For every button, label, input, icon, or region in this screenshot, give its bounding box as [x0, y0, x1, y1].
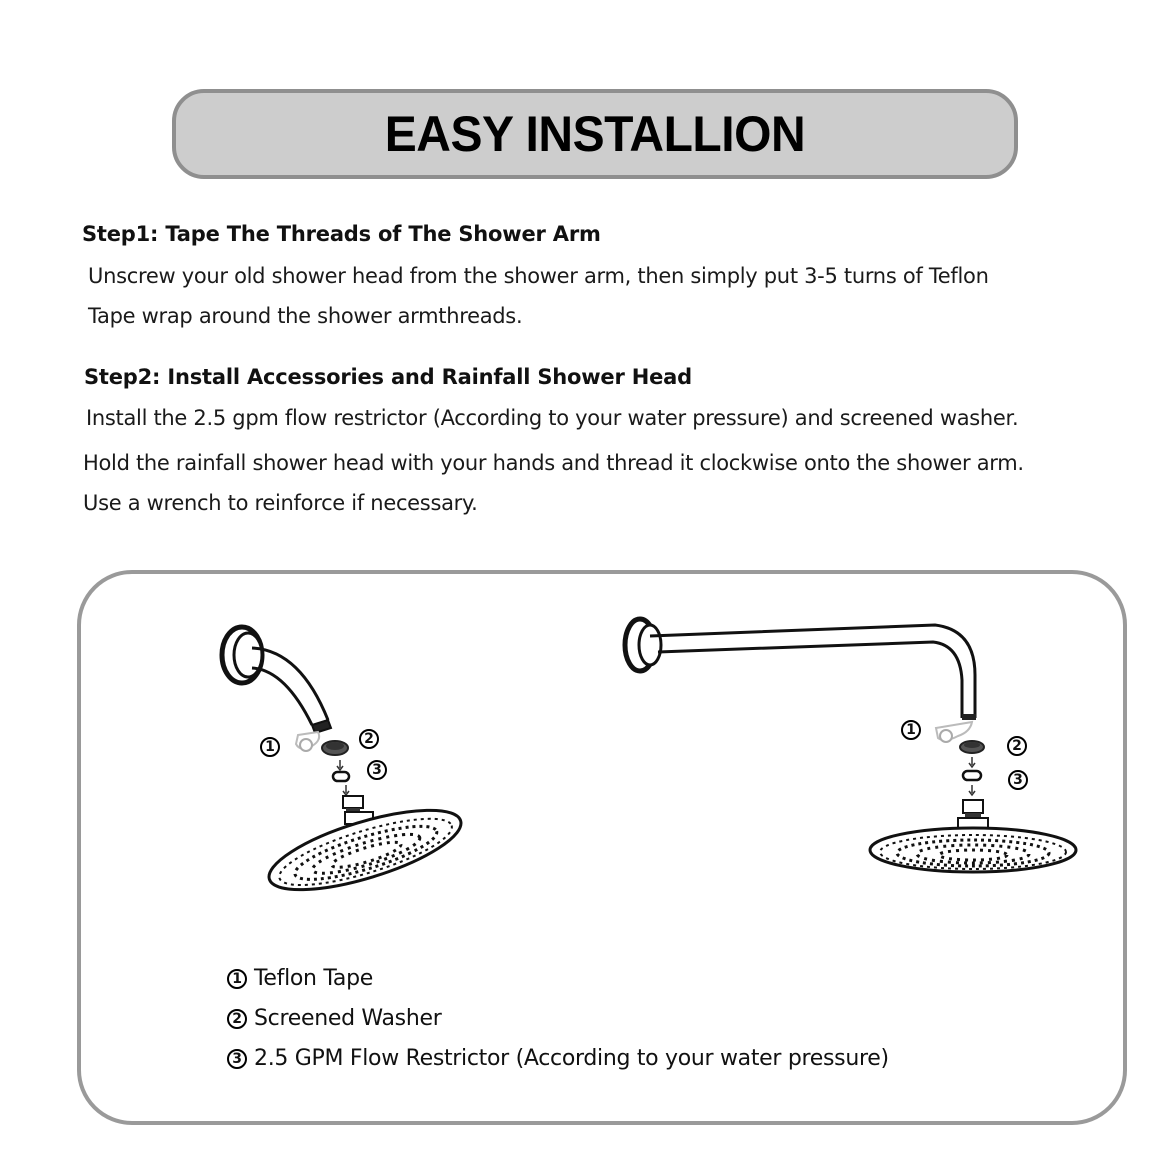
legend-label: 2.5 GPM Flow Restrictor (According to your water pressure): [254, 1046, 889, 1071]
legend-label: Screened Washer: [254, 1006, 442, 1031]
screened-washer-icon: [960, 741, 984, 753]
callout-2-right: 2: [1007, 736, 1027, 756]
callout-3-right: 3: [1008, 770, 1028, 790]
page-title: EASY INSTALLION: [384, 106, 806, 162]
teflon-tape-icon: [296, 732, 319, 751]
teflon-tape-icon: [936, 722, 972, 742]
legend-label: Teflon Tape: [254, 966, 373, 991]
wall-flange-icon: [222, 627, 262, 683]
flow-restrictor-icon: [963, 771, 981, 780]
legend-item-screened-washer: [227, 1006, 441, 1031]
title-banner: [172, 89, 1018, 179]
number-3-icon: 3: [227, 1049, 247, 1069]
callout-2-left: 2: [359, 729, 379, 749]
step1-heading: Step1: Tape The Threads of The Shower Arm: [82, 222, 601, 246]
screened-washer-icon: [322, 741, 348, 755]
callout-3-left: 3: [367, 760, 387, 780]
short-arm-shower-diagram: [200, 610, 490, 900]
rain-shower-head-icon: [870, 800, 1076, 872]
number-1-icon: 1: [227, 969, 247, 989]
number-2-icon: 2: [227, 1009, 247, 1029]
callout-1-left: 1: [260, 737, 280, 757]
legend-item-teflon-tape: [227, 966, 373, 991]
step1-line-1: Unscrew your old shower head from the shower arm, then simply put 3-5 turns of Teflon: [88, 264, 989, 288]
legend-item-flow-restrictor: [227, 1046, 889, 1071]
flow-restrictor-icon: [333, 772, 349, 781]
step2-line-1: Install the 2.5 gpm flow restrictor (According to your water pressure) and screened washer.: [86, 406, 1019, 430]
wall-flange-icon: [625, 619, 661, 671]
step2-heading: Step2: Install Accessories and Rainfall Shower Head: [84, 365, 692, 389]
rain-shower-head-icon: [261, 794, 469, 900]
step1-line-2: Tape wrap around the shower armthreads.: [88, 304, 523, 328]
step2-line-2: Hold the rainfall shower head with your hands and thread it clockwise onto the shower arm.: [83, 451, 1024, 475]
step2-line-3: Use a wrench to reinforce if necessary.: [83, 491, 478, 515]
callout-1-right: 1: [901, 720, 921, 740]
shower-arm-icon: [650, 625, 976, 720]
